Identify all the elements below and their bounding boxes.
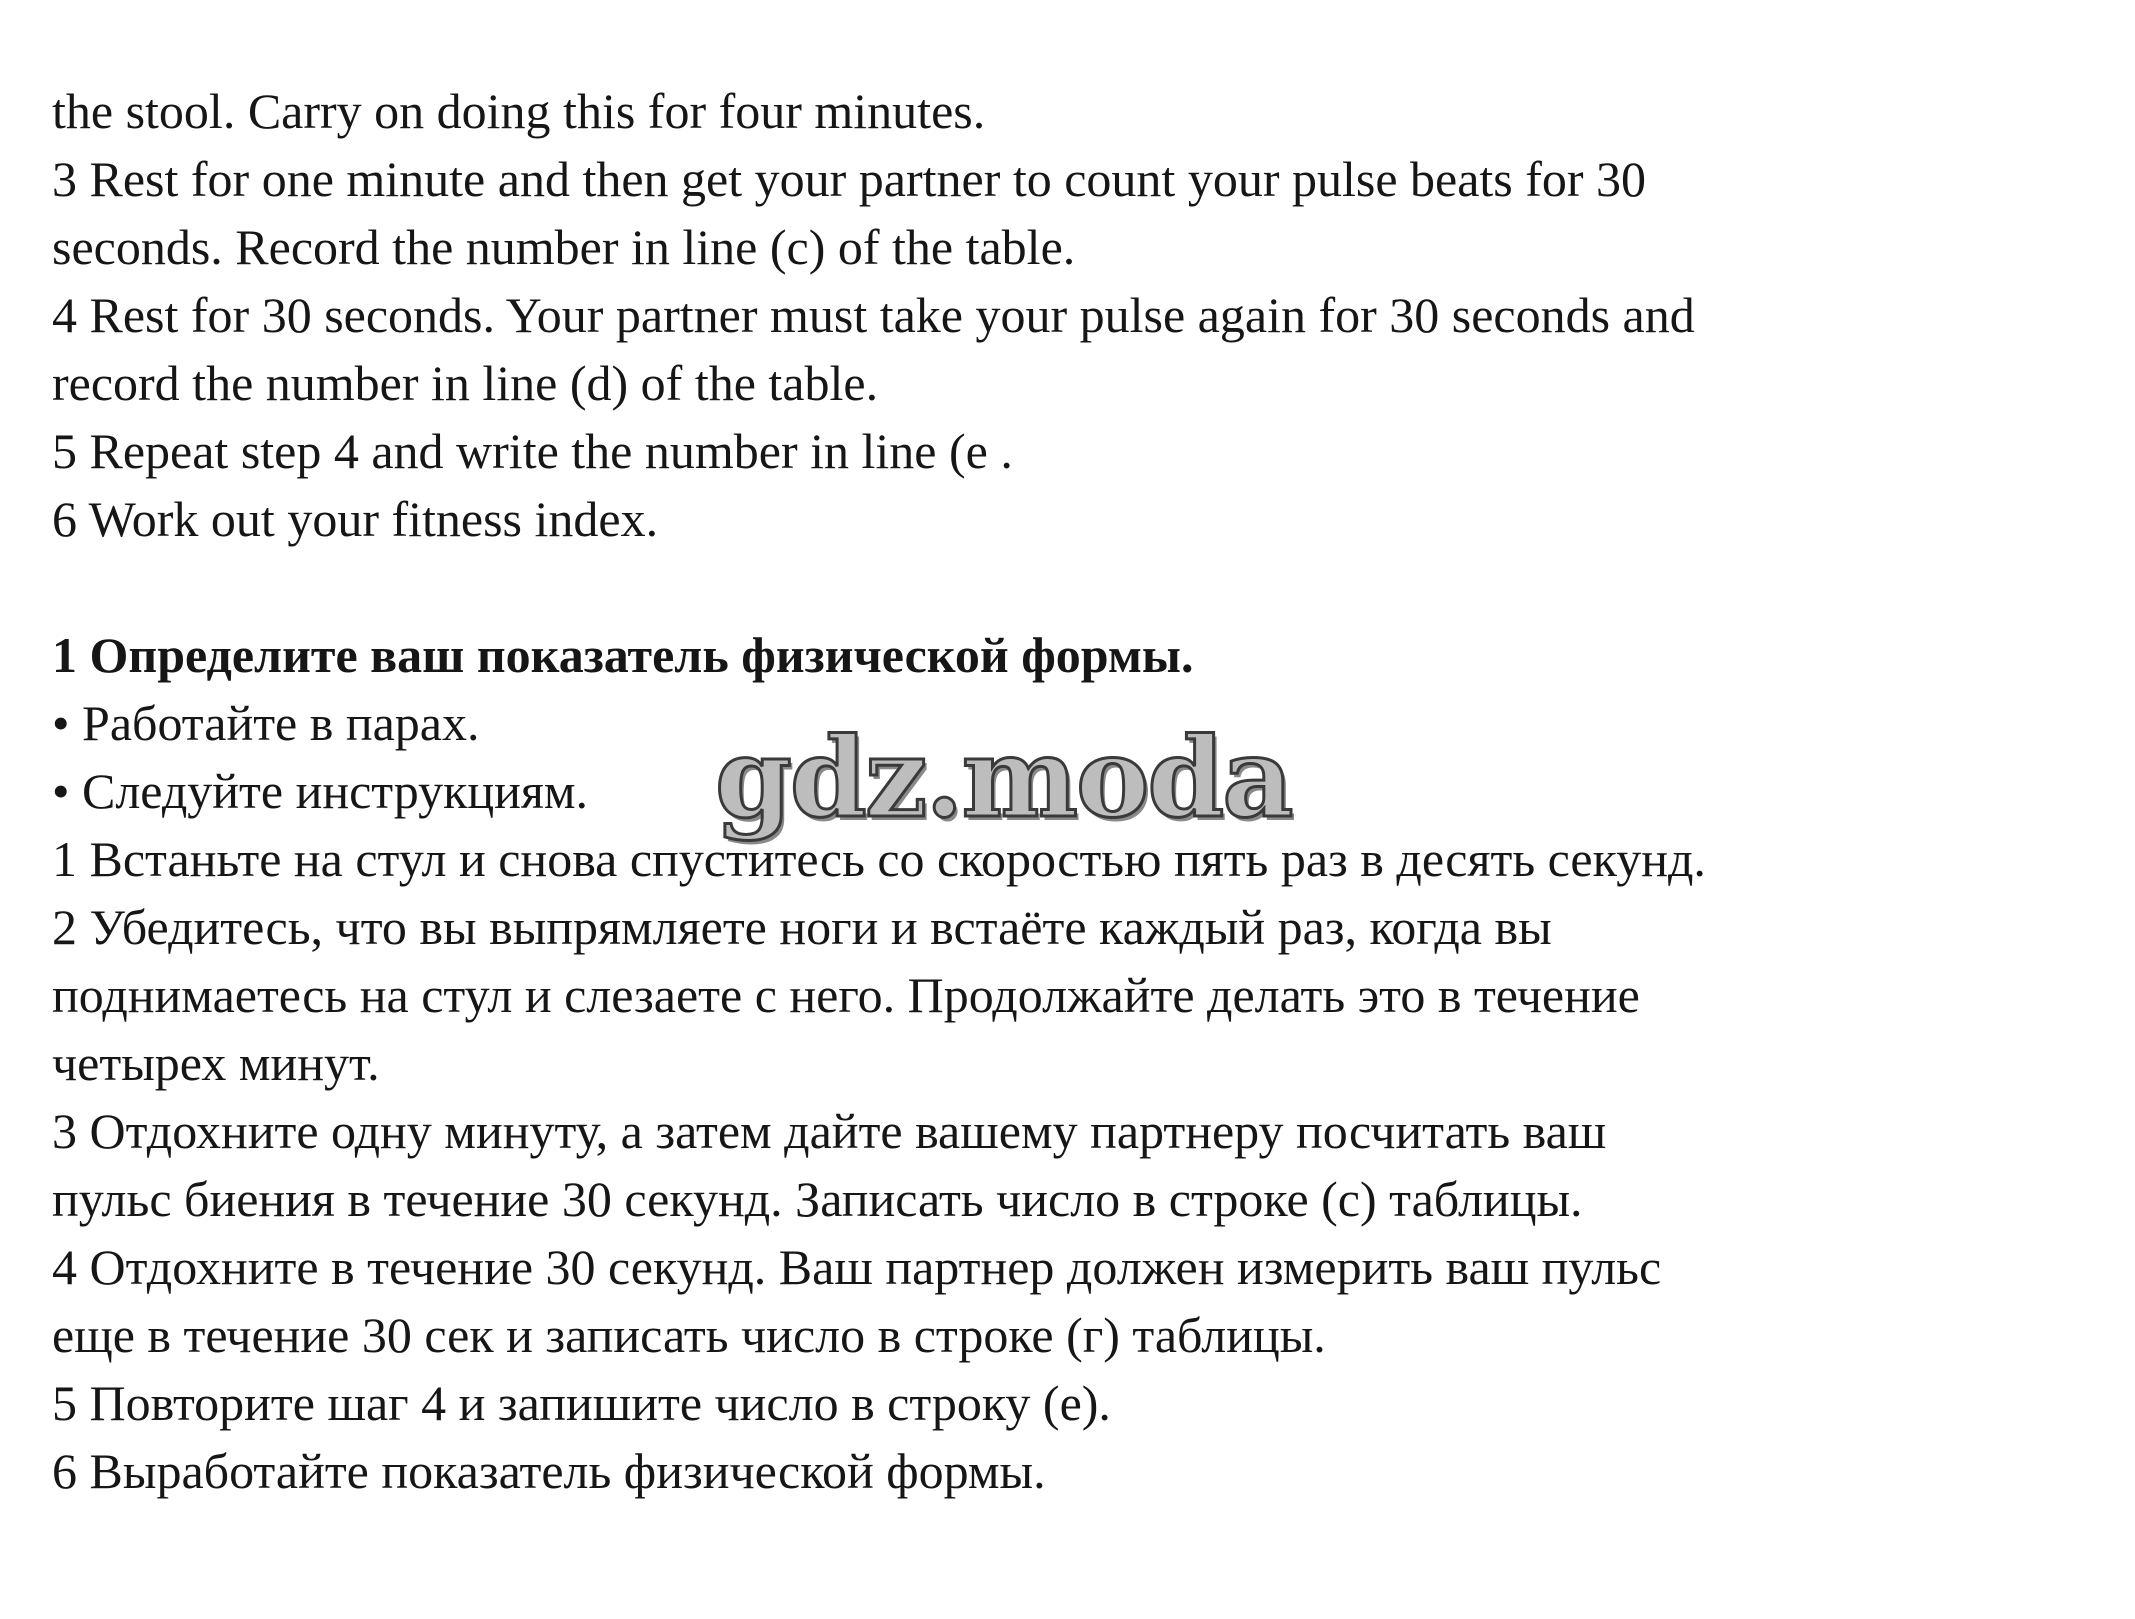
russian-line-8: еще в течение 30 сек и записать число в строке (г) таблицы. — [52, 1307, 1326, 1363]
watermark-logo: gdz.moda — [715, 713, 1292, 842]
russian-line-3: поднимаетесь на стул и слезаете с него. Продолжайте делать это в течение — [52, 967, 1640, 1023]
russian-line-2: 2 Убедитесь, что вы выпрямляете ноги и встаёте каждый раз, когда вы — [52, 899, 1552, 955]
russian-line-1: 1 Встаньте на стул и снова спуститесь со скоростью пять раз в десять секунд. — [52, 831, 1706, 887]
english-line-2: 3 Rest for one minute and then get your partner to count your pulse beats for 30 — [52, 151, 1647, 207]
russian-line-9: 5 Повторите шаг 4 и запишите число в строку (е). — [52, 1375, 1111, 1431]
russian-line-5: 3 Отдохните одну минуту, а затем дайте вашему партнеру посчитать ваш — [52, 1103, 1607, 1159]
english-line-3: seconds. Record the number in line (c) of the table. — [52, 219, 1076, 275]
russian-bullet-2: • Следуйте инструкциям. — [52, 763, 589, 819]
english-line-4: 4 Rest for 30 seconds. Your partner must take your pulse again for 30 seconds and — [52, 287, 1695, 343]
russian-line-6: пульс биения в течение 30 секунд. Записать число в строке (c) таблицы. — [52, 1171, 1583, 1227]
english-line-7: 6 Work out your fitness index. — [52, 491, 659, 547]
english-line-6: 5 Repeat step 4 and write the number in line (e . — [52, 423, 1013, 479]
russian-line-10: 6 Выработайте показатель физической формы. — [52, 1443, 1046, 1499]
russian-bullet-1: • Работайте в парах. — [52, 695, 480, 751]
english-line-1: the stool. Carry on doing this for four minutes. — [52, 83, 986, 139]
russian-heading: 1 Определите ваш показатель физической формы. — [52, 627, 1194, 683]
russian-line-4: четырех минут. — [52, 1035, 380, 1091]
russian-line-7: 4 Отдохните в течение 30 секунд. Ваш партнер должен измерить ваш пульс — [52, 1239, 1662, 1295]
english-line-5: record the number in line (d) of the table. — [52, 355, 879, 411]
